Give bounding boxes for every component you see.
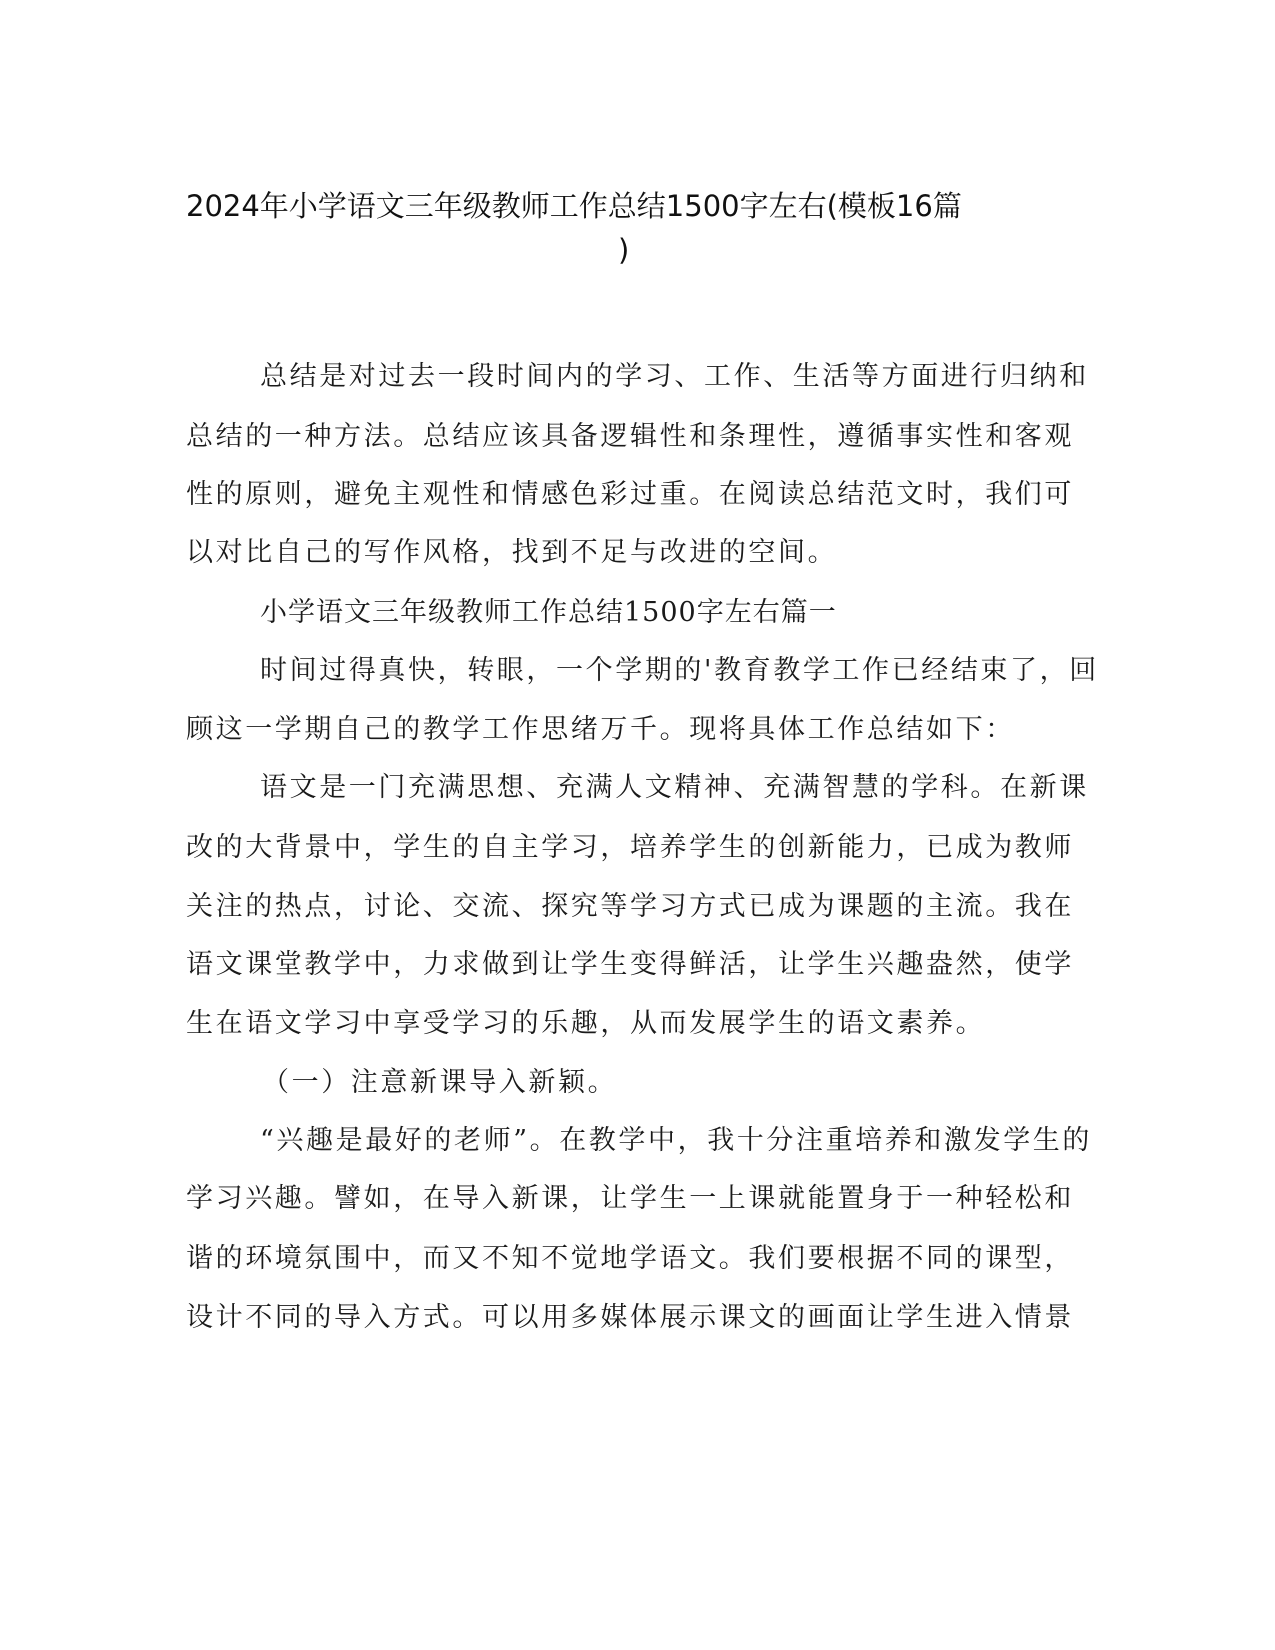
paragraph-1-line-4: 以对比自己的写作风格，找到不足与改进的空间。 [186, 537, 838, 568]
paragraph-4-line-1: “兴趣是最好的老师”。在教学中，我十分注重培养和激发学生的 [260, 1125, 1093, 1156]
paragraph-2-line-2: 顾这一学期自己的教学工作思绪万千。现将具体工作总结如下： [186, 714, 1015, 745]
paragraph-3-line-2: 改的大背景中，学生的自主学习，培养学生的创新能力，已成为教师 [186, 832, 1074, 863]
section-heading-1: 小学语文三年级教师工作总结1500字左右篇一 [260, 597, 837, 628]
document-title-line-1: 2024年小学语文三年级教师工作总结1500字左右(模板16篇 [186, 189, 962, 223]
paragraph-3-line-3: 关注的热点，讨论、交流、探究等学习方式已成为课题的主流。我在 [186, 891, 1074, 922]
paragraph-4-line-3: 谐的环境氛围中，而又不知不觉地学语文。我们要根据不同的课型， [186, 1243, 1074, 1274]
paragraph-3-line-5: 生在语文学习中享受学习的乐趣，从而发展学生的语文素养。 [186, 1008, 986, 1039]
subheading-1: （一）注意新课导入新颖。 [262, 1067, 618, 1098]
paragraph-1-line-1: 总结是对过去一段时间内的学习、工作、生活等方面进行归纳和 [260, 361, 1089, 392]
paragraph-3-line-1: 语文是一门充满思想、充满人文精神、充满智慧的学科。在新课 [260, 772, 1089, 803]
paragraph-4-line-2: 学习兴趣。譬如，在导入新课，让学生一上课就能置身于一种轻松和 [186, 1183, 1074, 1214]
paragraph-1-line-2: 总结的一种方法。总结应该具备逻辑性和条理性，遵循事实性和客观 [186, 421, 1074, 452]
paragraph-3-line-4: 语文课堂教学中，力求做到让学生变得鲜活，让学生兴趣盎然，使学 [186, 949, 1074, 980]
paragraph-1-line-3: 性的原则，避免主观性和情感色彩过重。在阅读总结范文时，我们可 [186, 479, 1074, 510]
paragraph-2-line-1: 时间过得真快，转眼，一个学期的'教育教学工作已经结束了，回 [260, 655, 1099, 686]
paragraph-4-line-4: 设计不同的导入方式。可以用多媒体展示课文的画面让学生进入情景 [186, 1302, 1074, 1333]
document-title-line-2: ) [618, 233, 630, 267]
